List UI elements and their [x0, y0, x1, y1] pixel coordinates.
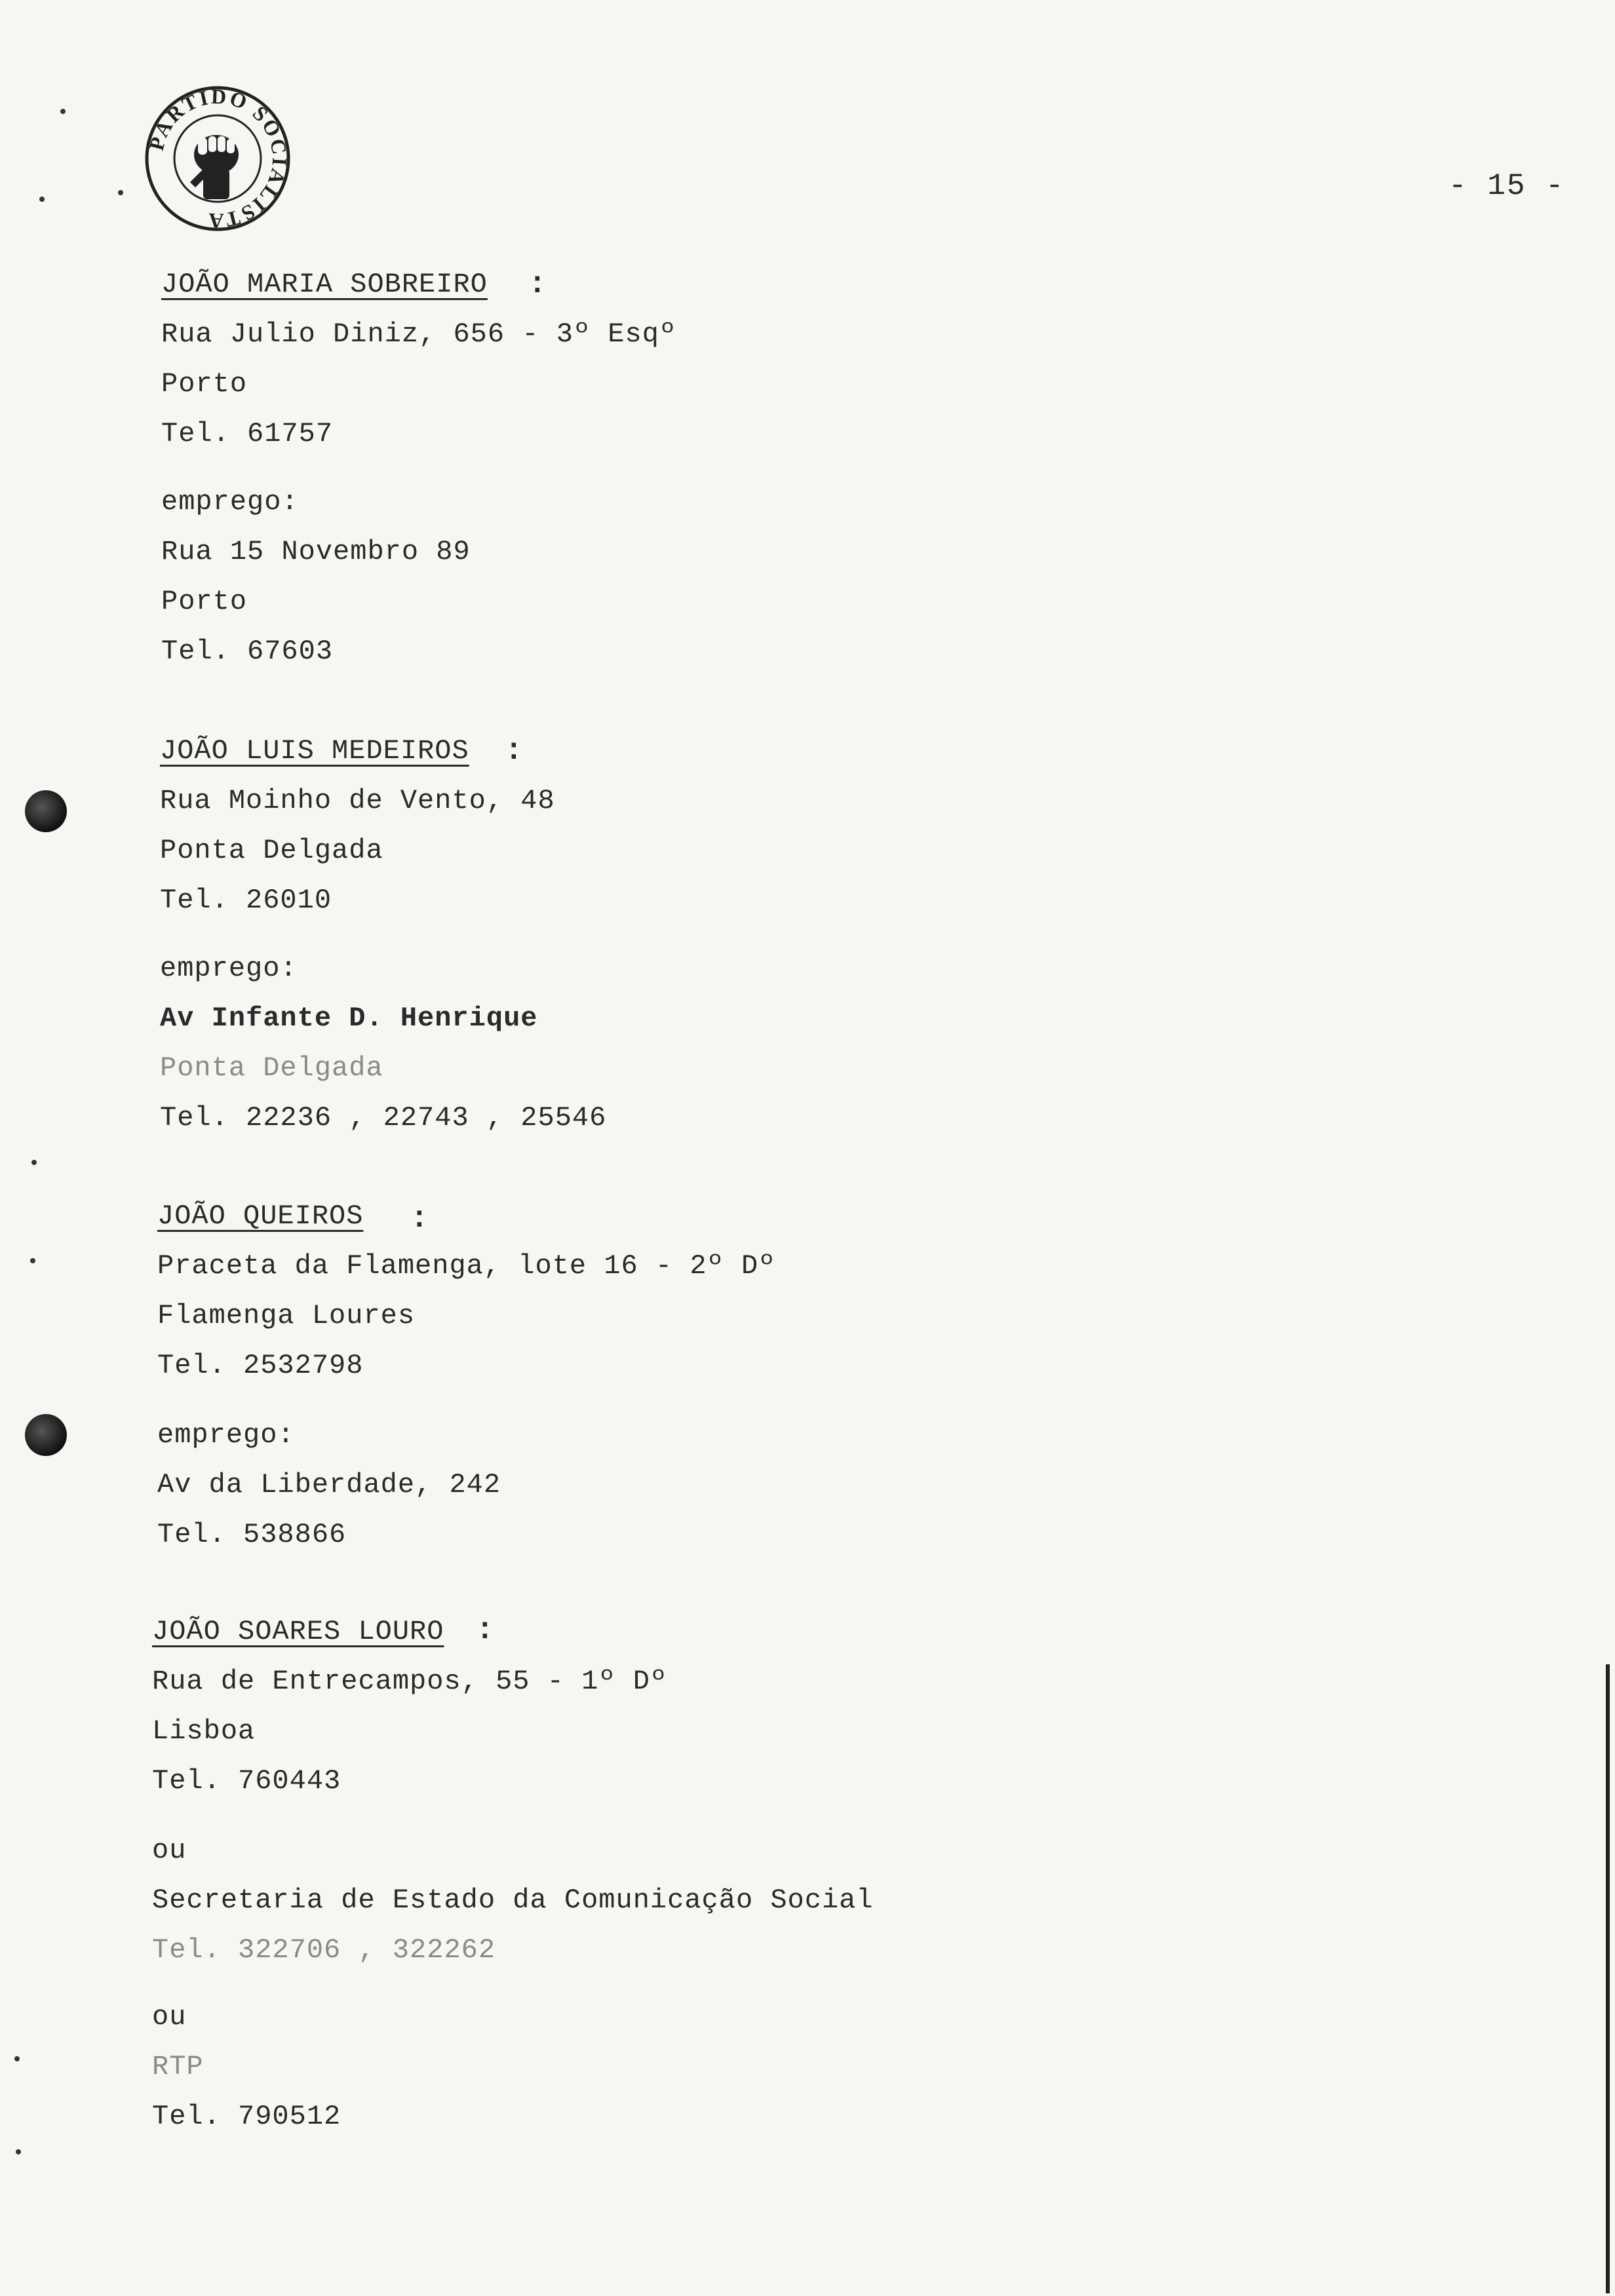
contact-name: JOÃO QUEIROS — [157, 1200, 364, 1232]
page-number: - 15 - — [1449, 169, 1565, 203]
city-line: Flamenga Loures — [157, 1300, 416, 1331]
name-colon: : — [476, 1613, 494, 1647]
page-edge-shadow — [1606, 1664, 1610, 2293]
work-address-line: Av da Liberdade, 242 — [157, 1469, 501, 1501]
alt-office-line: RTP — [152, 2051, 204, 2082]
alt-office-line: Secretaria de Estado da Comunicação Social — [152, 1885, 874, 1916]
scan-speck — [16, 2149, 21, 2154]
phone-line: Tel. 760443 — [152, 1765, 341, 1797]
alt-label: ou — [152, 1835, 187, 1866]
phone-line: Tel. 61757 — [161, 418, 334, 450]
work-city-line: Ponta Delgada — [160, 1052, 383, 1084]
alt-phone-line: Tel. 790512 — [152, 2101, 341, 2132]
work-phone-line: Tel. 538866 — [157, 1519, 347, 1550]
address-line: Rua de Entrecampos, 55 - 1º Dº — [152, 1666, 668, 1697]
name-colon: : — [505, 734, 523, 768]
work-label: emprego: — [157, 1419, 295, 1451]
scan-speck — [118, 190, 123, 195]
alt-label: ou — [152, 2001, 187, 2033]
work-phone-line: Tel. 22236 , 22743 , 25546 — [160, 1102, 607, 1134]
scan-speck — [60, 109, 66, 114]
work-address-line: Rua 15 Novembro 89 — [161, 536, 471, 567]
phone-line: Tel. 2532798 — [157, 1350, 364, 1381]
scan-speck — [39, 197, 45, 202]
phone-line: Tel. 26010 — [160, 885, 332, 916]
address-line: Rua Julio Diniz, 656 - 3º Esqº — [161, 318, 677, 350]
city-line: Lisboa — [152, 1715, 256, 1747]
fist-icon — [190, 135, 239, 199]
scan-speck — [30, 1258, 35, 1263]
scan-speck — [14, 2056, 20, 2061]
alt-phone-line: Tel. 322706 , 322262 — [152, 1934, 496, 1966]
contact-name: JOÃO SOARES LOURO — [152, 1616, 444, 1647]
city-line: Ponta Delgada — [160, 835, 383, 866]
logo-ring-text: PARTIDO SOCIALISTA — [144, 84, 292, 233]
party-logo-seal — [143, 84, 292, 233]
punch-hole-bottom — [25, 1414, 67, 1456]
work-label: emprego: — [161, 486, 299, 518]
name-colon: : — [410, 1202, 429, 1236]
punch-hole-top — [25, 790, 67, 832]
city-line: Porto — [161, 368, 248, 400]
work-phone-line: Tel. 67603 — [161, 636, 334, 667]
name-colon: : — [528, 267, 547, 301]
work-city-line: Porto — [161, 586, 248, 617]
contact-name: JOÃO LUIS MEDEIROS — [160, 735, 469, 767]
work-address-line: Av Infante D. Henrique — [160, 1003, 538, 1034]
address-line: Rua Moinho de Vento, 48 — [160, 785, 555, 816]
address-line: Praceta da Flamenga, lote 16 - 2º Dº — [157, 1250, 776, 1282]
work-label: emprego: — [160, 953, 298, 984]
contact-name: JOÃO MARIA SOBREIRO — [161, 269, 488, 300]
scan-speck — [31, 1160, 37, 1165]
